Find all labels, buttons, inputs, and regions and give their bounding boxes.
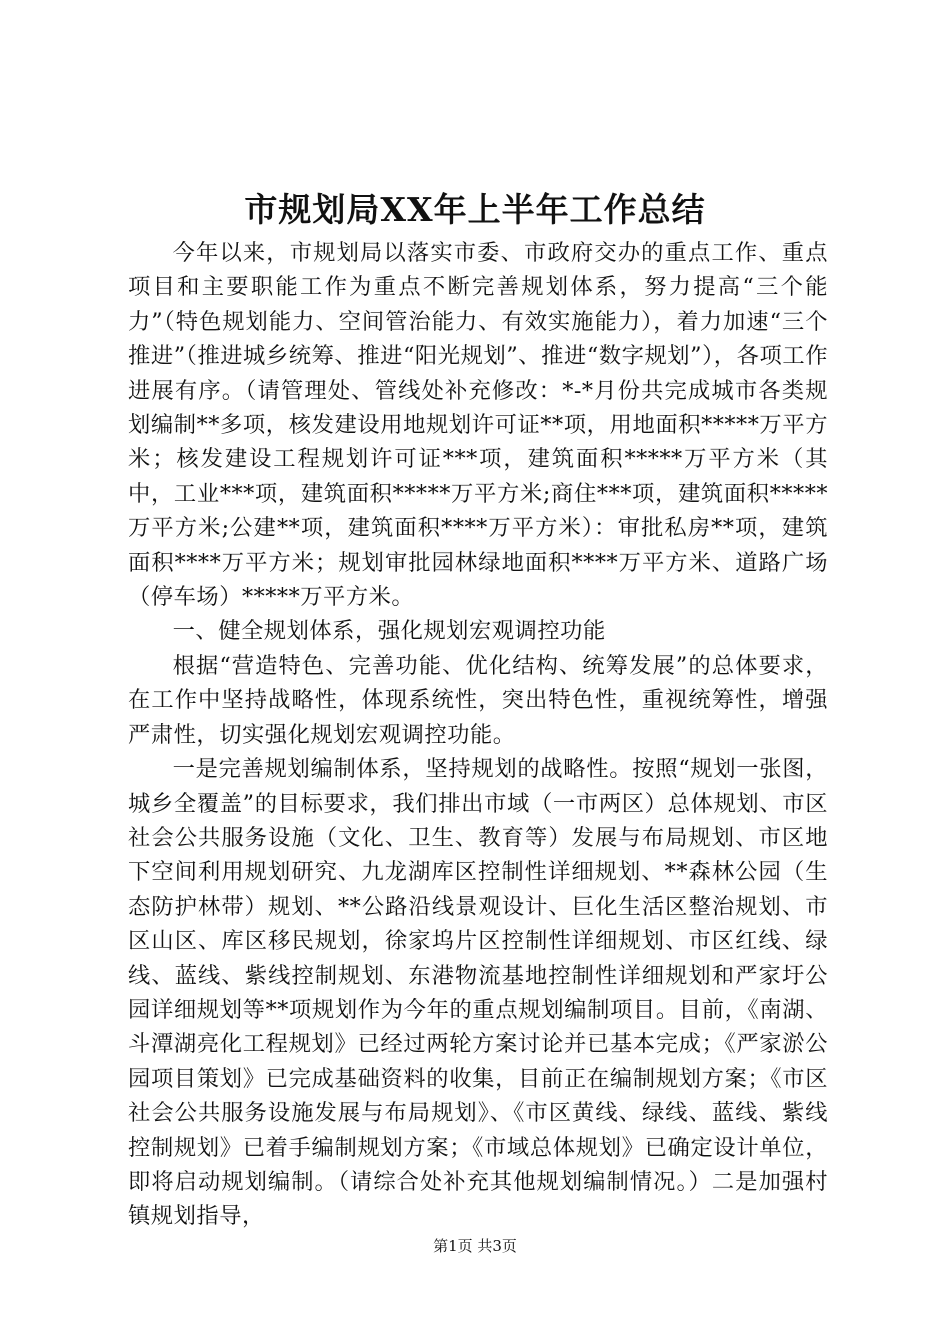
document-title: 市规划局XX年上半年工作总结 — [244, 190, 706, 229]
page-number: 第1页 共3页 — [433, 1237, 517, 1255]
paragraph-intro: 今年以来，市规划局以落实市委、市政府交办的重点工作、重点项目和主要职能工作为重点不断完善规划体系，努力提高“三个能力”（特色规划能力、空间管治能力、有效实施能力），着力加速“三个推进”（推进城乡统筹、推进“阳光规划”、推进“数字规划”），各项工作进展有序。（请管理处、管线处补充修改：*-*月份共完成城市各类规划编制**多项，核发建设用地规划许可证**项，用地面积*****万平方米；核发建设工程规划许可证***项，建筑面积*****万平方米（其中，工业***项，建筑面积*****万平方米;商住***项，建筑面积*****万平方米;公建**项，建筑面积****万平方米）：审批私房**项，建筑面积****万平方米；规划审批园林绿地面积****万平方米、道路广场（停车场）*****万平方米。 — [128, 240, 828, 611]
paragraph-planning-system: 一是完善规划编制体系，坚持规划的战略性。按照“规划一张图，城乡全覆盖”的目标要求，我们排出市域（一市两区）总体规划、市区社会公共服务设施（文化、卫生、教育等）发展与布局规划、市区地下空间利用规划研究、九龙湖库区控制性详细规划、**森林公园（生态防护林带）规划、**公路沿线景观设计、巨化生活区整治规划、市区山区、库区移民规划，徐家坞片区控制性详细规划、市区红线、绿线、蓝线、紫线控制规划、东港物流基地控制性详细规划和严家圩公园详细规划等**项规划作为今年的重点规划编制项目。目前，《南湖、斗潭湖亮化工程规划》已经过两轮方案讨论并已基本完成；《严家淤公园项目策划》已完成基础资料的收集，目前正在编制规划方案；《市区社会公共服务设施发展与布局规划》、《市区黄线、绿线、蓝线、紫线控制规划》已着手编制规划方案；《市域总体规划》已确定设计单位，即将启动规划编制。（请综合处补充其他规划编制情况。）二是加强村镇规划指导， — [128, 756, 828, 1230]
paragraph-section-1-summary: 根据“营造特色、完善功能、优化结构、统筹发展”的总体要求，在工作中坚持战略性，体现系统性，突出特色性，重视统筹性，增强严肃性，切实强化规划宏观调控功能。 — [128, 652, 828, 748]
section-heading-1: 一、健全规划体系，强化规划宏观调控功能 — [172, 618, 606, 645]
document-body — [128, 236, 828, 1234]
